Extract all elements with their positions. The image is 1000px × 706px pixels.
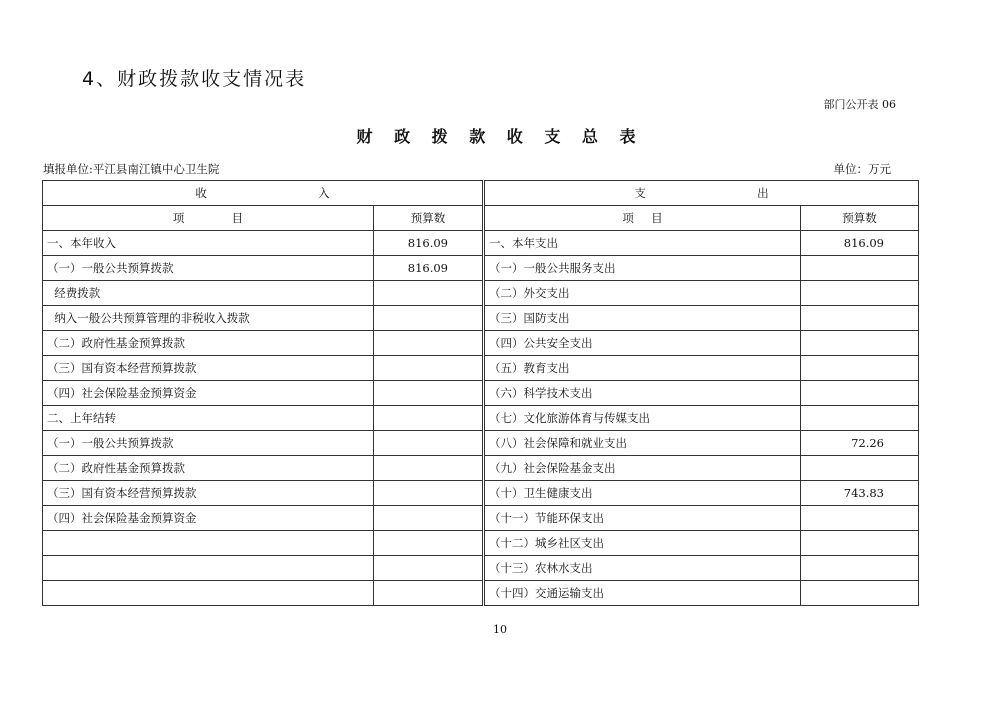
table-row [43,256,919,281]
income-budget-cell [374,531,483,556]
income-item-cell: （二）政府性基金预算拨款 [43,456,374,481]
table-column-header [43,206,919,231]
document-title: 财 政 拨 款 收 支 总 表 [356,127,644,146]
table-row [43,331,919,356]
income-budget-cell [374,406,483,431]
expense-item-cell: （四）公共安全支出 [485,331,801,356]
item-label-right: 目 [231,211,244,225]
income-item-cell: （一）一般公共预算拨款 [43,256,374,281]
expense-item-cell: （六）科学技术支出 [485,381,801,406]
expense-header-right: 出 [757,186,769,200]
table-row [43,556,919,581]
table-row [43,406,919,431]
income-budget-cell [374,306,483,331]
expense-item-cell: （七）文化旅游体育与传媒支出 [485,406,801,431]
income-item-header [43,206,374,231]
income-budget-cell: 816.09 [374,256,483,281]
expense-budget-cell [801,331,919,356]
expense-budget-header: 预算数 [801,206,919,231]
income-item-cell: （四）社会保险基金预算资金 [43,381,374,406]
item-label-right: 目 [651,211,663,225]
income-item-cell [43,531,374,556]
form-code: 部门公开表 06 [823,98,896,111]
expense-budget-cell: 816.09 [801,231,919,256]
income-item-cell: 一、本年收入 [43,231,374,256]
income-item-cell: （一）一般公共预算拨款 [43,431,374,456]
income-budget-cell [374,356,483,381]
expense-item-cell: （三）国防支出 [485,306,801,331]
income-item-cell: （三）国有资本经营预算拨款 [43,481,374,506]
expense-budget-cell [801,506,919,531]
table-group-header [43,181,919,206]
expense-header [485,181,919,206]
item-label-left: 项 [172,211,185,225]
table-row [43,531,919,556]
income-budget-cell [374,381,483,406]
expense-budget-cell [801,256,919,281]
expense-item-cell: （十三）农林水支出 [485,556,801,581]
expense-item-cell: （二）外交支出 [485,281,801,306]
table-row [43,306,919,331]
table-row [43,431,919,456]
table-row [43,506,919,531]
table-row [43,381,919,406]
table-row [43,231,919,256]
expense-item-cell: （十四）交通运输支出 [485,581,801,606]
table-row [43,581,919,606]
expense-budget-cell [801,581,919,606]
expense-budget-cell [801,406,919,431]
expense-item-cell: （十）卫生健康支出 [485,481,801,506]
income-header-right: 入 [318,186,330,200]
expense-item-cell: （九）社会保险基金支出 [485,456,801,481]
expense-budget-cell [801,456,919,481]
table-row [43,456,919,481]
expense-item-cell: 一、本年支出 [485,231,801,256]
income-budget-header: 预算数 [374,206,483,231]
income-budget-cell: 816.09 [374,231,483,256]
budget-table [42,180,918,604]
page-number: 10 [493,623,507,636]
income-item-cell: （二）政府性基金预算拨款 [43,331,374,356]
expense-budget-cell [801,281,919,306]
expense-budget-cell [801,356,919,381]
income-item-cell: （三）国有资本经营预算拨款 [43,356,374,381]
section-heading: 4、财政拨款收支情况表 [82,68,307,90]
income-budget-cell [374,581,483,606]
income-item-cell [43,556,374,581]
expense-budget-cell: 743.83 [801,481,919,506]
currency-unit: 单位：万元 [833,162,891,176]
income-header [43,181,483,206]
unit-line [43,161,891,177]
fill-unit: 填报单位:平江县南江镇中心卫生院 [43,162,220,176]
expense-item-cell: （一）一般公共服务支出 [485,256,801,281]
income-item-cell: （四）社会保险基金预算资金 [43,506,374,531]
expense-item-cell: （八）社会保障和就业支出 [485,431,801,456]
income-budget-cell [374,331,483,356]
expense-budget-cell [801,531,919,556]
table-row [43,281,919,306]
income-item-cell: 纳入一般公共预算管理的非税收入拨款 [43,306,374,331]
expense-budget-cell [801,556,919,581]
expense-budget-cell [801,306,919,331]
income-budget-cell [374,481,483,506]
income-budget-cell [374,431,483,456]
item-label-left: 项 [622,211,634,225]
expense-item-cell: （五）教育支出 [485,356,801,381]
expense-budget-cell [801,381,919,406]
expense-budget-cell: 72.26 [801,431,919,456]
income-budget-cell [374,281,483,306]
income-budget-cell [374,506,483,531]
table-row [43,356,919,381]
income-item-cell: 经费拨款 [43,281,374,306]
expense-item-cell: （十二）城乡社区支出 [485,531,801,556]
table-row [43,481,919,506]
expense-item-cell: （十一）节能环保支出 [485,506,801,531]
income-budget-cell [374,556,483,581]
expense-header-left: 支 [634,186,646,200]
income-item-cell [43,581,374,606]
income-budget-cell [374,456,483,481]
income-item-cell: 二、上年结转 [43,406,374,431]
table-body [43,181,919,606]
expense-item-header [485,206,801,231]
income-header-left: 收 [195,186,207,200]
